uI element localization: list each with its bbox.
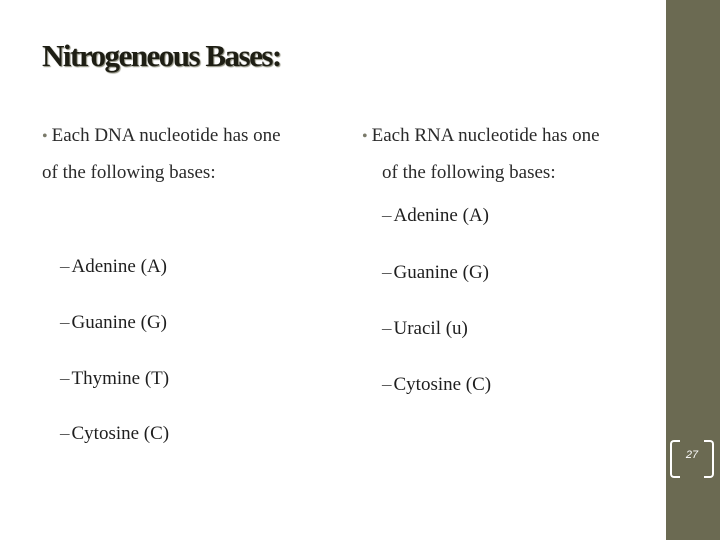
dash-icon: – xyxy=(382,374,392,395)
rna-base-label: Guanine (G) xyxy=(393,262,489,283)
rna-base-item xyxy=(382,318,468,340)
dash-icon: – xyxy=(60,368,70,389)
rna-intro-line1: Each RNA nucleotide has one xyxy=(371,125,600,146)
bullet-icon: • xyxy=(42,128,48,145)
dna-intro-line1: Each DNA nucleotide has one xyxy=(51,125,281,146)
dna-intro xyxy=(42,118,332,191)
dash-icon: – xyxy=(382,262,392,283)
dna-base-label: Guanine (G) xyxy=(71,312,167,333)
rna-base-label: Adenine (A) xyxy=(393,205,489,226)
dash-icon: – xyxy=(382,318,392,339)
dna-base-item xyxy=(60,256,167,278)
rna-base-label: Cytosine (C) xyxy=(393,374,492,395)
dna-base-label: Thymine (T) xyxy=(71,368,170,389)
dna-base-label: Cytosine (C) xyxy=(71,423,170,444)
dna-base-item xyxy=(60,423,169,445)
slide-title: Nitrogeneous Bases: xyxy=(42,38,281,73)
dna-base-item xyxy=(60,368,169,390)
dash-icon: – xyxy=(60,256,70,277)
rna-intro-line2: of the following bases: xyxy=(382,162,556,183)
page-number-badge xyxy=(670,440,714,476)
dna-intro-line2: of the following bases: xyxy=(42,162,216,183)
dash-icon: – xyxy=(60,312,70,333)
rna-intro xyxy=(362,118,652,191)
dna-base-item xyxy=(60,312,167,334)
rna-base-item xyxy=(382,374,491,396)
page-number: 27 xyxy=(685,449,699,461)
dash-icon: – xyxy=(382,205,392,226)
bullet-icon: • xyxy=(362,128,368,145)
rna-base-label: Uracil (u) xyxy=(393,318,468,339)
dash-icon: – xyxy=(60,423,70,444)
dna-base-label: Adenine (A) xyxy=(71,256,167,277)
rna-base-item xyxy=(382,262,489,284)
rna-base-item xyxy=(382,205,489,227)
